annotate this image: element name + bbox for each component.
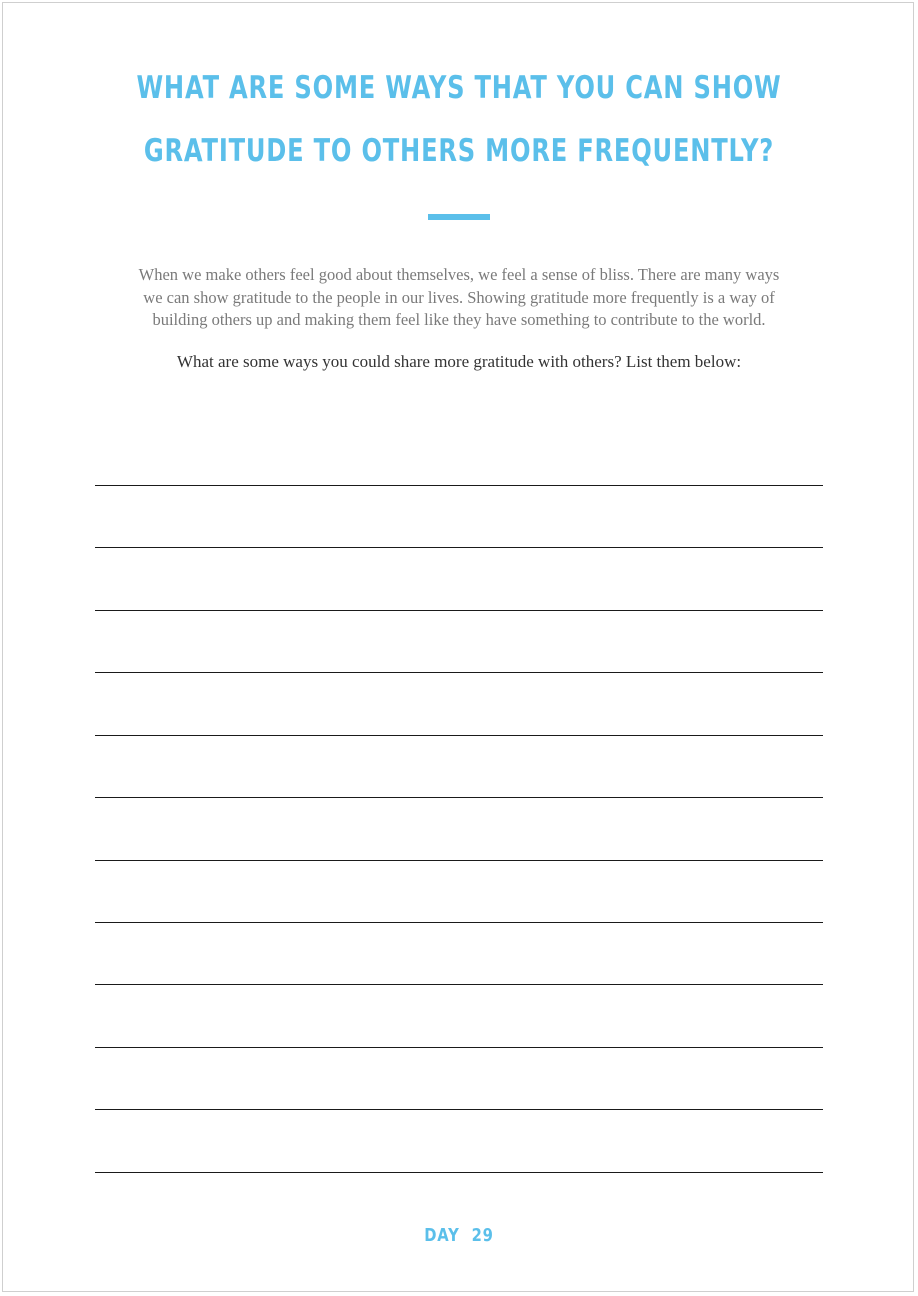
page-title-line-1: WHAT ARE SOME WAYS THAT YOU CAN SHOW [136, 70, 782, 106]
writing-line[interactable] [95, 735, 823, 736]
intro-line-1: When we make others feel good about themselves, we feel a sense of bliss. There are many ways [138, 265, 780, 284]
writing-line[interactable] [95, 1172, 823, 1173]
writing-line[interactable] [95, 1047, 823, 1048]
writing-line[interactable] [95, 1109, 823, 1110]
writing-line[interactable] [95, 547, 823, 548]
writing-line[interactable] [95, 610, 823, 611]
writing-line[interactable] [95, 984, 823, 985]
intro-line-2: we can show gratitude to the people in our lives. Showing gratitude more frequently is a way of [143, 287, 775, 307]
page-title-line-2: GRATITUDE TO OTHERS MORE FREQUENTLY? [143, 133, 775, 169]
writing-line[interactable] [95, 797, 823, 798]
writing-line[interactable] [95, 922, 823, 923]
writing-line[interactable] [95, 485, 823, 486]
writing-line[interactable] [95, 860, 823, 861]
writing-prompt: What are some ways you could share more gratitude with others? List them below: [176, 352, 742, 371]
writing-line[interactable] [95, 672, 823, 673]
day-label: DAY 29 [424, 1225, 494, 1246]
intro-line-3: building others up and making them feel like they have something to contribute to the world. [152, 310, 766, 329]
writing-area[interactable] [95, 0, 823, 1296]
